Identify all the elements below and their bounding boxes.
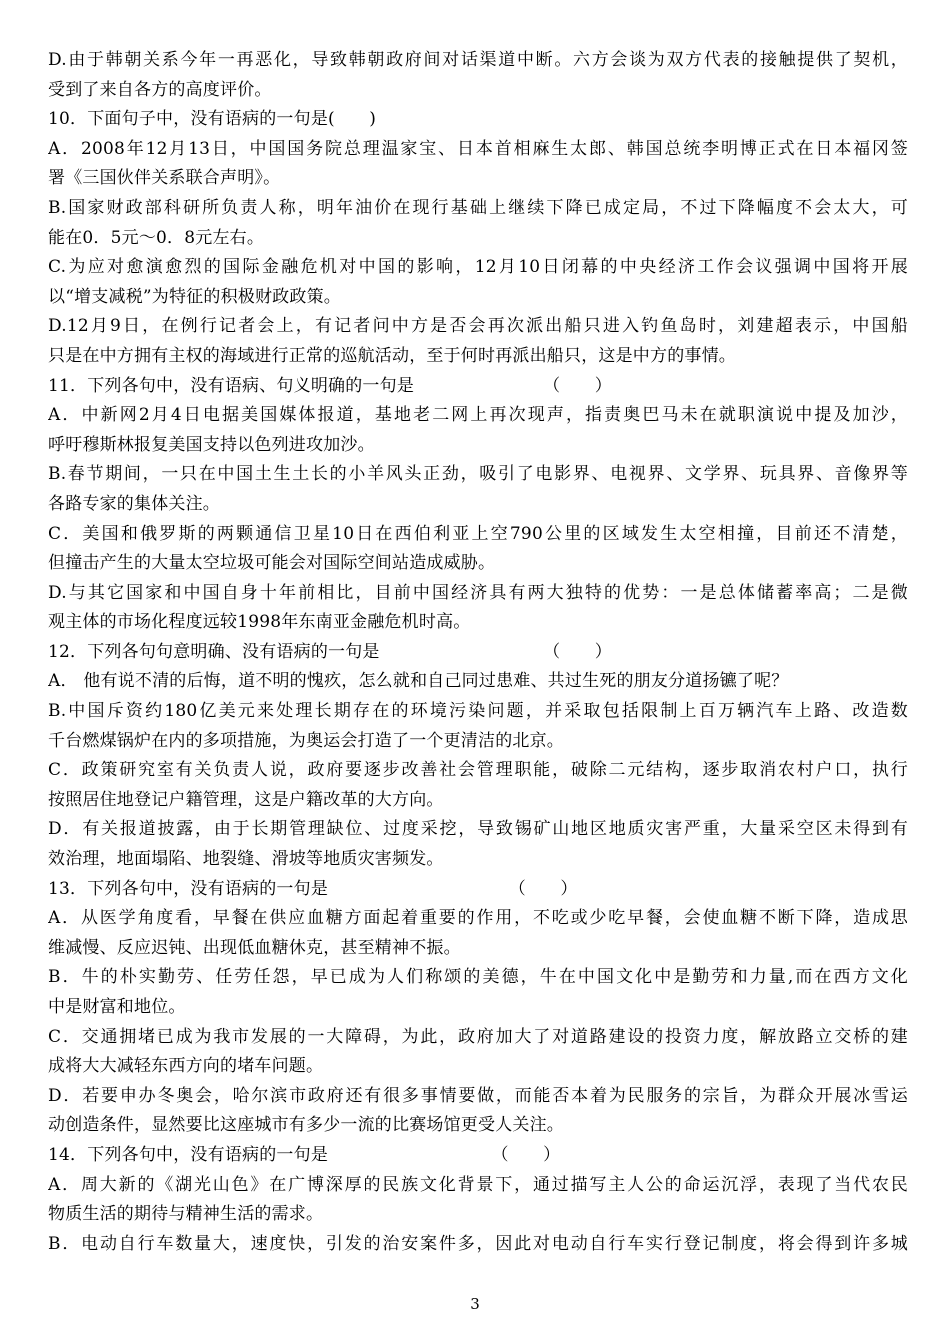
text-line: 但撞击产生的大量太空垃圾可能会对国际空间站造成威胁。 <box>48 553 496 574</box>
question-stem-line: 11．下列各句中，没有语病、句义明确的一句是 （ ） <box>48 375 612 396</box>
question-stem-line: 13．下列各句中，没有语病的一句是 （ ） <box>48 878 578 899</box>
text-line: D.12月9日，在例行记者会上，有记者问中方是否会再次派出船只进入钓鱼岛时，刘建超表示，中国船 <box>48 316 908 337</box>
question-stem-line: 12．下列各句句意明确、没有语病的一句是 （ ） <box>48 641 612 662</box>
text-line: C．美国和俄罗斯的两颗通信卫星10日在西伯利亚上空790公里的区域发生太空相撞，目前还不清楚， <box>48 523 908 544</box>
page-number: 3 <box>470 1295 480 1313</box>
text-line: B.春节期间，一只在中国土生土长的小羊风头正劲，吸引了电影界、电视界、文学界、玩具界、音像界等 <box>48 464 908 485</box>
text-line: 观主体的市场化程度远较1998年东南亚金融危机时高。 <box>48 612 471 633</box>
text-line: 按照居住地登记户籍管理，这是户籍改革的大方向。 <box>48 789 444 810</box>
text-line: D．若要申办冬奥会，哈尔滨市政府还有很多事情要做，而能否本着为民服务的宗旨，为群众开展冰雪运 <box>48 1085 908 1106</box>
text-line: B．电动自行车数量大，速度快，引发的治安案件多，因此对电动自行车实行登记制度，将会得到许多城 <box>48 1233 908 1254</box>
text-line: 以“增支减税”为特征的积极财政政策。 <box>48 286 341 307</box>
text-line: 只是在中方拥有主权的海域进行正常的巡航活动，至于何时再派出船只，这是中方的事情。 <box>48 345 736 366</box>
text-line: A．从医学角度看，早餐在供应血糖方面起着重要的作用，不吃或少吃早餐，会使血糖不断下降，造成思 <box>48 908 908 929</box>
text-line: A．中新网2月4日电据美国媒体报道，基地老二网上再次现声，指责奥巴马未在就职演说中提及加沙， <box>48 405 908 426</box>
text-line: B．牛的朴实勤劳、任劳任怨，早已成为人们称颂的美德，牛在中国文化中是勤劳和力量,而在西方文化 <box>48 967 908 988</box>
text-line: 受到了来自各方的高度评价。 <box>48 79 272 100</box>
text-line: 物质生活的期待与精神生活的需求。 <box>48 1204 324 1225</box>
text-line: 千台燃煤锅炉在内的多项措施，为奥运会打造了一个更清洁的北京。 <box>48 730 564 751</box>
text-line: D.与其它国家和中国自身十年前相比，目前中国经济具有两大独特的优势：一是总体储蓄率高；二是微 <box>48 582 908 603</box>
text-line: B.中国斥资约180亿美元来处理长期存在的环境污染问题，并采取包括限制上百万辆汽车上路、改造数 <box>48 701 908 722</box>
text-line: 成将大大减轻东西方向的堵车问题。 <box>48 1056 324 1077</box>
text-line: D.由于韩朝关系今年一再恶化，导致韩朝政府间对话渠道中断。六方会谈为双方代表的接触提供了契机， <box>48 50 908 70</box>
text-line: C．交通拥堵已成为我市发展的一大障碍，为此，政府加大了对道路建设的投资力度，解放路立交桥的建 <box>48 1026 908 1047</box>
text-line: C．政策研究室有关负责人说，政府要逐步改善社会管理职能，破除二元结构，逐步取消农村户口，执行 <box>48 760 908 781</box>
question-stem-line: 10．下面句子中，没有语病的一句是( ) <box>48 109 377 130</box>
text-line: A．2008年12月13日，中国国务院总理温家宝、日本首相麻生太郎、韩国总统李明博正式在日本福冈签 <box>48 138 908 159</box>
text-line: B.国家财政部科研所负责人称，明年油价在现行基础上继续下降已成定局，不过下降幅度不会太大，可 <box>48 197 908 218</box>
text-line: 效治理，地面塌陷、地裂缝、滑坡等地质灾害频发。 <box>48 849 444 870</box>
text-line: 动创造条件，显然要比这座城市有多少一流的比赛场馆更受人关注。 <box>48 1115 564 1136</box>
text-line: 中是财富和地位。 <box>48 997 186 1017</box>
question-stem-line: 14．下列各句中，没有语病的一句是 （ ） <box>48 1144 561 1165</box>
text-line: 呼吁穆斯林报复美国支持以色列进攻加沙。 <box>48 434 375 455</box>
text-line: C.为应对愈演愈烈的国际金融危机对中国的影响，12月10日闭幕的中央经济工作会议强调中国将开展 <box>48 257 908 278</box>
text-line: 能在0．5元～0．8元左右。 <box>48 227 265 248</box>
text-line: 各路专家的集体关注。 <box>48 493 220 514</box>
text-line: D．有关报道披露，由于长期管理缺位、过度采挖，导致锡矿山地区地质灾害严重，大量采空区未得到有 <box>48 819 908 840</box>
text-line: A． 他有说不清的后悔，道不明的愧疚，怎么就和自己同过患难、共过生死的朋友分道扬镳了呢？ <box>48 671 789 692</box>
document-page <box>48 46 908 1259</box>
text-line: 署《三国伙伴关系联合声明》。 <box>48 168 281 189</box>
text-line: A．周大新的《湖光山色》在广博深厚的民族文化背景下，通过描写主人公的命运沉浮，表现了当代农民 <box>48 1174 908 1195</box>
text-line: 维减慢、反应迟钝、出现低血糖休克，甚至精神不振。 <box>48 937 461 958</box>
